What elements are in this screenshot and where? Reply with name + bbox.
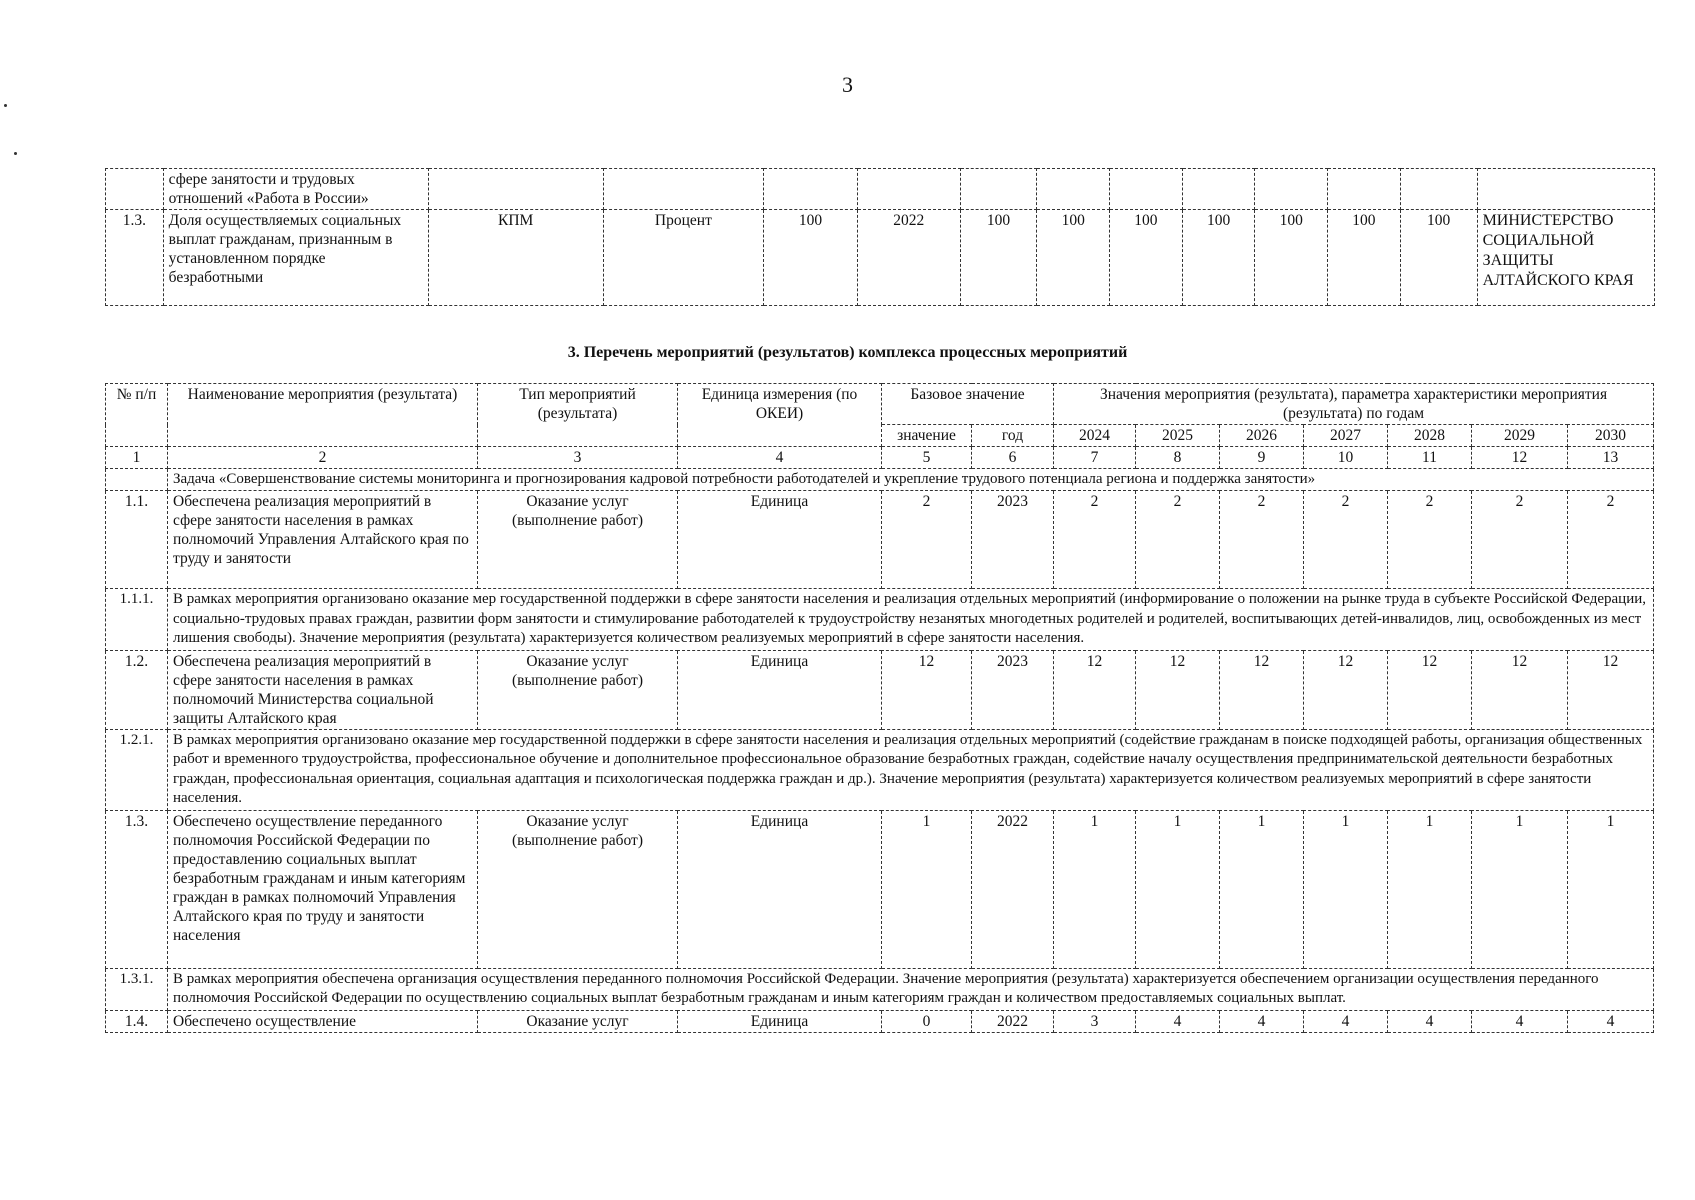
unit: Единица <box>678 1010 882 1032</box>
header-base-value: значение <box>882 425 972 447</box>
value-2026: 12 <box>1220 650 1304 729</box>
base-value: 12 <box>882 650 972 729</box>
indicator-type: КПМ <box>428 210 603 306</box>
header-year: 2027 <box>1304 425 1388 447</box>
measure-type: Оказание услуг (выполнение работ) <box>478 491 678 589</box>
value-2024: 2 <box>1054 491 1136 589</box>
base-value: 2 <box>882 491 972 589</box>
indicator-name: Доля осуществляемых социальных выплат гражданам, признанным в установленном порядке безработными <box>163 210 428 306</box>
responsible-body: МИНИСТЕРСТВО СОЦИАЛЬНОЙ ЗАЩИТЫ АЛТАЙСКОГО КРАЯ <box>1477 210 1654 306</box>
table-row <box>106 650 1654 729</box>
section-title: 3. Перечень мероприятий (результатов) комплекса процессных мероприятий <box>567 344 1128 361</box>
base-year: 2022 <box>972 810 1054 968</box>
value-2027: 12 <box>1304 650 1388 729</box>
measure-type: Оказание услуг <box>478 1010 678 1032</box>
unit: Единица <box>678 491 882 589</box>
value-2030: 1 <box>1568 810 1654 968</box>
scan-speck <box>14 152 17 155</box>
table-row <box>106 491 1654 589</box>
header-base: Базовое значение <box>882 384 1054 425</box>
value-2026: 2 <box>1220 491 1304 589</box>
value-2030: 4 <box>1568 1010 1654 1032</box>
column-number: 13 <box>1568 447 1654 469</box>
row-number: 1.3.1. <box>106 968 168 1010</box>
header-type: Тип мероприятий (результата) <box>478 384 678 447</box>
value-2028: 4 <box>1388 1010 1472 1032</box>
column-number: 2 <box>168 447 478 469</box>
value-2028: 2 <box>1388 491 1472 589</box>
base-year: 2023 <box>972 650 1054 729</box>
scan-speck <box>4 104 7 107</box>
column-number: 6 <box>972 447 1054 469</box>
column-number: 5 <box>882 447 972 469</box>
description-row <box>106 589 1654 651</box>
header-values: Значения мероприятия (результата), параметра характеристики мероприятия (результата) по годам <box>1054 384 1654 425</box>
value-2025: 12 <box>1136 650 1220 729</box>
column-number: 12 <box>1472 447 1568 469</box>
column-number: 11 <box>1388 447 1472 469</box>
row-number <box>106 169 164 210</box>
value-2026: 4 <box>1220 1010 1304 1032</box>
row-number: 1.4. <box>106 1010 168 1032</box>
description-row <box>106 729 1654 810</box>
value-2028: 1 <box>1388 810 1472 968</box>
value-2025: 1 <box>1136 810 1220 968</box>
value-2028: 12 <box>1388 650 1472 729</box>
page-number: 3 <box>842 72 853 97</box>
measure-name: Обеспечена реализация мероприятий в сфере занятости населения в рамках полномочий Управления Алтайского края по труду и занятости <box>168 491 478 589</box>
table-row <box>106 1010 1654 1032</box>
row-number: 1.2. <box>106 650 168 729</box>
value-2029: 12 <box>1472 650 1568 729</box>
column-number: 10 <box>1304 447 1388 469</box>
header-name: Наименование мероприятия (результата) <box>168 384 478 447</box>
value-2029: 1 <box>1472 810 1568 968</box>
indicator-name: сфере занятости и трудовых отношений «Работа в России» <box>163 169 428 210</box>
unit: Процент <box>603 210 763 306</box>
value-2028: 100 <box>1255 210 1328 306</box>
column-number: 8 <box>1136 447 1220 469</box>
column-number: 3 <box>478 447 678 469</box>
description-row <box>106 968 1654 1010</box>
header-num: № п/п <box>106 384 168 447</box>
header-year: 2029 <box>1472 425 1568 447</box>
row-number: 1.3. <box>106 210 164 306</box>
value-2027: 1 <box>1304 810 1388 968</box>
base-year: 2022 <box>858 210 961 306</box>
column-number: 1 <box>106 447 168 469</box>
base-value: 0 <box>882 1010 972 1032</box>
row-number: 1.1.1. <box>106 589 168 651</box>
row-number: 1.3. <box>106 810 168 968</box>
indicators-table-continuation <box>105 168 1655 306</box>
value-2027: 2 <box>1304 491 1388 589</box>
column-number: 7 <box>1054 447 1136 469</box>
header-unit: Единица измерения (по ОКЕИ) <box>678 384 882 447</box>
header-year: 2025 <box>1136 425 1220 447</box>
header-base-year: год <box>972 425 1054 447</box>
value-2027: 4 <box>1304 1010 1388 1032</box>
measure-type: Оказание услуг (выполнение работ) <box>478 810 678 968</box>
value-2024: 12 <box>1054 650 1136 729</box>
value-2024: 100 <box>960 210 1037 306</box>
value-2027: 100 <box>1182 210 1255 306</box>
measure-description: В рамках мероприятия организовано оказание мер государственной поддержки в сфере занятости населения и реализация отдельных мероприятий (содействие гражданам в поиске подходящей работы, организация общественных работ и временного трудоустройства, профессиональное обучение и дополнительное профессиональное образование безработных граждан, содействие началу осуществления предпринимательской деятельности безработных граждан, профессиональная ориентация, социальная адаптация и психологическая поддержка граждан и др.). Значение мероприятия (результата) характеризуется количеством реализуемых мероприятий в сфере занятости населения. <box>168 729 1654 810</box>
task-title: Задача «Совершенствование системы мониторинга и прогнозирования кадровой потребности работодателей и укрепление трудового потенциала региона и поддержка занятости» <box>168 469 1654 491</box>
base-year: 2022 <box>972 1010 1054 1032</box>
measures-table <box>105 383 1654 1033</box>
measure-description: В рамках мероприятия организовано оказание мер государственной поддержки в сфере занятости населения и реализация отдельных мероприятий (информирование о положении на рынке труда в субъекте Российской Федерации, социально-трудовых правах граждан, развитии форм занятости и стимулирование работодателей к трудоустройству незанятых многодетных родителей и родителей, воспитывающих детей-инвалидов, лиц, освобожденных из мест лишения свободы). Значение мероприятия (результата) характеризуется количеством реализуемых мероприятий в сфере занятости населения. <box>168 589 1654 651</box>
value-2030: 2 <box>1568 491 1654 589</box>
row-number: 1.2.1. <box>106 729 168 810</box>
value-2029: 4 <box>1472 1010 1568 1032</box>
measure-name: Обеспечено осуществление переданного полномочия Российской Федерации по предоставлению социальных выплат безработным гражданам и иным категориям граждан в рамках полномочий Управления Алтайского края по труду и занятости населения <box>168 810 478 968</box>
column-number: 4 <box>678 447 882 469</box>
header-year: 2028 <box>1388 425 1472 447</box>
table-row <box>106 810 1654 968</box>
value-2026: 100 <box>1110 210 1183 306</box>
unit: Единица <box>678 810 882 968</box>
value-2025: 100 <box>1037 210 1110 306</box>
measure-name: Обеспечено осуществление <box>168 1010 478 1032</box>
base-year: 2023 <box>972 491 1054 589</box>
value-2030: 100 <box>1400 210 1477 306</box>
header-year: 2026 <box>1220 425 1304 447</box>
value-2030: 12 <box>1568 650 1654 729</box>
column-numbers-row <box>106 447 1654 469</box>
value-2026: 1 <box>1220 810 1304 968</box>
unit: Единица <box>678 650 882 729</box>
measure-description: В рамках мероприятия обеспечена организация осуществления переданного полномочия Российской Федерации. Значение мероприятия (результата) характеризуется обеспечением организации осуществления переданного полномочия Российской Федерации по осуществлению социальных выплат безработным гражданам и иным категориям граждан и количеством предоставляемых социальных выплат. <box>168 968 1654 1010</box>
base-value: 100 <box>764 210 858 306</box>
task-row <box>106 469 1654 491</box>
header-year: 2024 <box>1054 425 1136 447</box>
table-row <box>106 210 1655 306</box>
header-row <box>106 384 1654 425</box>
value-2025: 4 <box>1136 1010 1220 1032</box>
measure-type: Оказание услуг (выполнение работ) <box>478 650 678 729</box>
row-number: 1.1. <box>106 491 168 589</box>
value-2025: 2 <box>1136 491 1220 589</box>
value-2029: 100 <box>1328 210 1401 306</box>
base-value: 1 <box>882 810 972 968</box>
header-year: 2030 <box>1568 425 1654 447</box>
value-2024: 1 <box>1054 810 1136 968</box>
measure-name: Обеспечена реализация мероприятий в сфере занятости населения в рамках полномочий Министерства социальной защиты Алтайского края <box>168 650 478 729</box>
table-row <box>106 169 1655 210</box>
column-number: 9 <box>1220 447 1304 469</box>
value-2029: 2 <box>1472 491 1568 589</box>
value-2024: 3 <box>1054 1010 1136 1032</box>
